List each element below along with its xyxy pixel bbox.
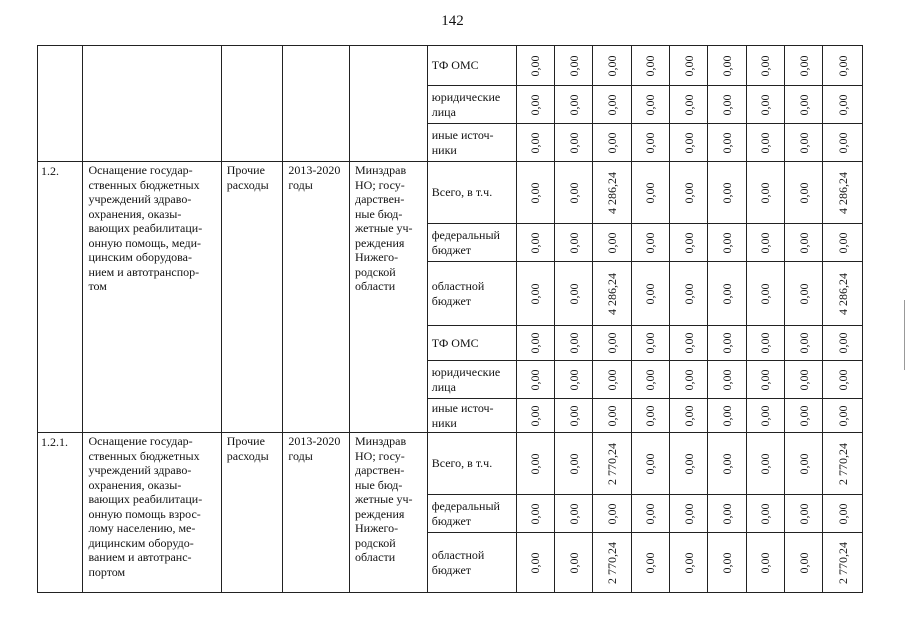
value-cell <box>823 86 863 124</box>
value-cell <box>785 495 823 533</box>
value-cell <box>593 326 631 361</box>
value-cell <box>670 326 708 361</box>
value-text: 0,00 <box>528 503 543 524</box>
value-text: 0,00 <box>796 405 811 426</box>
value-cell <box>708 326 746 361</box>
value-cell <box>823 399 863 433</box>
value-text: 0,00 <box>835 55 850 76</box>
value-text: 0,00 <box>796 283 811 304</box>
table-row <box>38 433 863 495</box>
value-text: 0,00 <box>681 405 696 426</box>
cont-executor-cell <box>350 46 428 162</box>
value-text: 4 286,24 <box>604 171 619 214</box>
value-cell <box>823 361 863 399</box>
value-text: 2 770,24 <box>604 442 619 485</box>
value-text: 0,00 <box>643 369 658 390</box>
page-number: 142 <box>441 13 464 29</box>
source-cell: Всего, в т.ч. <box>427 162 516 224</box>
value-text: 0,00 <box>566 369 581 390</box>
value-text: 0,00 <box>681 55 696 76</box>
value-cell <box>823 162 863 224</box>
value-text: 0,00 <box>566 453 581 474</box>
value-text: 0,00 <box>643 283 658 304</box>
value-cell <box>785 433 823 495</box>
source-cell: федеральный бюджет <box>427 495 516 533</box>
value-text: 0,00 <box>719 369 734 390</box>
value-cell <box>823 224 863 262</box>
value-cell <box>746 326 784 361</box>
value-cell <box>708 162 746 224</box>
value-cell <box>670 495 708 533</box>
value-text: 0,00 <box>528 369 543 390</box>
value-cell <box>593 162 631 224</box>
value-text: 0,00 <box>758 405 773 426</box>
value-cell <box>746 433 784 495</box>
value-text: 0,00 <box>566 94 581 115</box>
value-text: 0,00 <box>604 232 619 253</box>
value-text: 0,00 <box>528 132 543 153</box>
value-cell <box>554 399 592 433</box>
value-cell <box>823 262 863 326</box>
value-cell <box>823 124 863 162</box>
value-text: 0,00 <box>796 94 811 115</box>
value-text: 0,00 <box>796 453 811 474</box>
value-text: 0,00 <box>566 132 581 153</box>
value-text: 0,00 <box>796 132 811 153</box>
value-cell <box>593 262 631 326</box>
value-cell <box>746 162 784 224</box>
table-row <box>38 162 863 224</box>
value-text: 4 286,24 <box>604 272 619 315</box>
value-text: 0,00 <box>528 182 543 203</box>
value-text: 0,00 <box>566 405 581 426</box>
value-text: 0,00 <box>681 94 696 115</box>
value-cell <box>785 361 823 399</box>
value-text: 0,00 <box>528 453 543 474</box>
source-cell: иные источ-ники <box>427 124 516 162</box>
value-text: 0,00 <box>528 94 543 115</box>
value-text: 0,00 <box>643 232 658 253</box>
value-text: 0,00 <box>796 55 811 76</box>
value-text: 0,00 <box>758 55 773 76</box>
value-cell <box>670 533 708 593</box>
value-cell <box>516 326 554 361</box>
executor: Минздрав НО; госу-дарствен-ные бюд-жетные уч-реждения Нижего-родской области <box>350 433 428 593</box>
value-text: 0,00 <box>604 405 619 426</box>
value-text: 0,00 <box>758 232 773 253</box>
expense-type: Прочие расходы <box>221 433 283 593</box>
value-cell <box>631 326 669 361</box>
measure-number: 1.2. <box>38 162 83 433</box>
value-text: 0,00 <box>758 94 773 115</box>
measure-name: Оснащение государ-ственных бюджетных учреждений здраво-охранения, оказы-вающих реабилитаци-онную помощь взрос-лому населению, ме-дицинским оборудо-ванием и автотранс-портом <box>83 433 221 593</box>
value-text: 0,00 <box>719 182 734 203</box>
value-text: 0,00 <box>604 369 619 390</box>
value-text: 0,00 <box>796 503 811 524</box>
value-cell <box>554 162 592 224</box>
value-text: 0,00 <box>643 55 658 76</box>
value-text: 0,00 <box>681 332 696 354</box>
value-cell <box>593 86 631 124</box>
value-cell <box>708 224 746 262</box>
value-cell <box>785 46 823 86</box>
value-cell <box>554 433 592 495</box>
value-cell <box>631 361 669 399</box>
value-text: 0,00 <box>566 332 581 354</box>
value-cell <box>708 86 746 124</box>
expense-type: Прочие расходы <box>221 162 283 433</box>
value-text: 0,00 <box>758 132 773 153</box>
value-cell <box>593 124 631 162</box>
value-cell <box>631 224 669 262</box>
value-text: 0,00 <box>719 453 734 474</box>
value-text: 0,00 <box>566 283 581 304</box>
source-cell: ТФ ОМС <box>427 326 516 361</box>
value-text: 0,00 <box>758 369 773 390</box>
value-cell <box>631 86 669 124</box>
value-cell <box>554 124 592 162</box>
value-text: 2 770,24 <box>835 442 850 485</box>
value-cell <box>631 533 669 593</box>
value-cell <box>631 124 669 162</box>
value-cell <box>516 533 554 593</box>
value-text: 0,00 <box>681 552 696 573</box>
value-text: 0,00 <box>528 332 543 354</box>
value-text: 0,00 <box>566 182 581 203</box>
value-text: 0,00 <box>835 369 850 390</box>
source-cell: областной бюджет <box>427 262 516 326</box>
value-cell <box>631 46 669 86</box>
value-cell <box>554 361 592 399</box>
value-cell <box>631 433 669 495</box>
value-text: 0,00 <box>681 232 696 253</box>
value-cell <box>823 326 863 361</box>
value-cell <box>746 495 784 533</box>
value-text: 4 286,24 <box>835 171 850 214</box>
value-text: 0,00 <box>758 503 773 524</box>
value-cell <box>785 124 823 162</box>
value-text: 0,00 <box>528 55 543 76</box>
cont-years-cell <box>283 46 350 162</box>
source-cell: ТФ ОМС <box>427 46 516 86</box>
value-cell <box>708 262 746 326</box>
measure-name: Оснащение государ-ственных бюджетных учреждений здраво-охранения, оказы-вающих реабилитаци-онную помощь, меди-цинским оборудова-нием и автотранспор-том <box>83 162 221 433</box>
source-cell: юридические лица <box>427 361 516 399</box>
value-text: 0,00 <box>835 232 850 253</box>
value-text: 4 286,24 <box>835 272 850 315</box>
value-text: 0,00 <box>643 332 658 354</box>
value-text: 0,00 <box>643 453 658 474</box>
value-cell <box>670 46 708 86</box>
value-text: 2 770,24 <box>604 541 619 584</box>
value-cell <box>516 262 554 326</box>
period: 2013-2020 годы <box>283 162 350 433</box>
value-text: 0,00 <box>681 369 696 390</box>
value-text: 0,00 <box>758 182 773 203</box>
value-cell <box>746 361 784 399</box>
value-text: 0,00 <box>681 182 696 203</box>
value-cell <box>516 46 554 86</box>
value-text: 0,00 <box>566 503 581 524</box>
executor: Минздрав НО; госу-дарствен-ные бюд-жетные уч-реждения Нижего-родской области <box>350 162 428 433</box>
value-text: 0,00 <box>758 453 773 474</box>
value-cell <box>746 124 784 162</box>
value-text: 0,00 <box>796 182 811 203</box>
value-cell <box>708 361 746 399</box>
value-text: 0,00 <box>719 503 734 524</box>
value-cell <box>670 399 708 433</box>
value-cell <box>670 262 708 326</box>
value-cell <box>823 433 863 495</box>
value-text: 0,00 <box>566 55 581 76</box>
value-cell <box>554 224 592 262</box>
value-cell <box>708 533 746 593</box>
value-text: 0,00 <box>604 132 619 153</box>
value-cell <box>823 533 863 593</box>
value-text: 0,00 <box>566 552 581 573</box>
value-text: 0,00 <box>719 552 734 573</box>
value-cell <box>593 361 631 399</box>
value-text: 0,00 <box>604 55 619 76</box>
value-cell <box>593 399 631 433</box>
value-cell <box>746 399 784 433</box>
value-text: 0,00 <box>758 552 773 573</box>
value-text: 0,00 <box>643 405 658 426</box>
value-cell <box>670 433 708 495</box>
value-text: 0,00 <box>758 283 773 304</box>
value-cell <box>785 162 823 224</box>
value-cell <box>823 495 863 533</box>
value-cell <box>516 162 554 224</box>
value-text: 0,00 <box>835 94 850 115</box>
value-cell <box>746 46 784 86</box>
cont-type-cell <box>221 46 283 162</box>
value-text: 0,00 <box>528 232 543 253</box>
source-cell: иные источ-ники <box>427 399 516 433</box>
value-text: 0,00 <box>643 132 658 153</box>
source-cell: юридические лица <box>427 86 516 124</box>
value-cell <box>708 46 746 86</box>
value-text: 2 770,24 <box>835 541 850 584</box>
measure-number: 1.2.1. <box>38 433 83 593</box>
value-text: 0,00 <box>758 332 773 354</box>
value-cell <box>593 433 631 495</box>
value-text: 0,00 <box>719 94 734 115</box>
value-cell <box>516 86 554 124</box>
value-cell <box>554 495 592 533</box>
value-text: 0,00 <box>681 132 696 153</box>
value-cell <box>631 399 669 433</box>
value-cell <box>516 124 554 162</box>
value-cell <box>670 224 708 262</box>
value-text: 0,00 <box>604 332 619 354</box>
value-text: 0,00 <box>566 232 581 253</box>
value-cell <box>708 495 746 533</box>
value-text: 0,00 <box>719 332 734 354</box>
value-text: 0,00 <box>719 232 734 253</box>
value-cell <box>746 86 784 124</box>
value-cell <box>631 162 669 224</box>
value-text: 0,00 <box>796 369 811 390</box>
value-text: 0,00 <box>528 405 543 426</box>
value-text: 0,00 <box>719 55 734 76</box>
value-text: 0,00 <box>681 283 696 304</box>
value-text: 0,00 <box>835 503 850 524</box>
value-cell <box>746 224 784 262</box>
value-cell <box>631 262 669 326</box>
value-cell <box>631 495 669 533</box>
value-text: 0,00 <box>719 283 734 304</box>
value-text: 0,00 <box>528 283 543 304</box>
value-cell <box>785 399 823 433</box>
value-cell <box>516 224 554 262</box>
value-cell <box>593 46 631 86</box>
value-text: 0,00 <box>796 332 811 354</box>
source-cell: федеральный бюджет <box>427 224 516 262</box>
value-text: 0,00 <box>835 332 850 354</box>
value-text: 0,00 <box>604 503 619 524</box>
value-text: 0,00 <box>719 405 734 426</box>
value-cell <box>554 262 592 326</box>
value-text: 0,00 <box>835 132 850 153</box>
value-cell <box>670 124 708 162</box>
value-text: 0,00 <box>835 405 850 426</box>
value-cell <box>708 399 746 433</box>
value-cell <box>746 262 784 326</box>
value-text: 0,00 <box>719 132 734 153</box>
source-cell: Всего, в т.ч. <box>427 433 516 495</box>
value-cell <box>785 326 823 361</box>
value-cell <box>746 533 784 593</box>
value-cell <box>670 162 708 224</box>
value-cell <box>593 533 631 593</box>
value-text: 0,00 <box>796 552 811 573</box>
value-cell <box>554 533 592 593</box>
value-cell <box>593 495 631 533</box>
value-text: 0,00 <box>604 94 619 115</box>
value-cell <box>516 433 554 495</box>
value-cell <box>708 124 746 162</box>
value-text: 0,00 <box>796 232 811 253</box>
value-cell <box>593 224 631 262</box>
value-cell <box>670 361 708 399</box>
value-text: 0,00 <box>643 94 658 115</box>
value-cell <box>516 399 554 433</box>
source-cell: областной бюджет <box>427 533 516 593</box>
value-text: 0,00 <box>681 453 696 474</box>
cont-name-cell <box>83 46 221 162</box>
value-cell <box>785 533 823 593</box>
period: 2013-2020 годы <box>283 433 350 593</box>
value-cell <box>708 433 746 495</box>
financing-table <box>37 45 863 593</box>
value-cell <box>785 262 823 326</box>
value-cell <box>516 361 554 399</box>
value-text: 0,00 <box>643 552 658 573</box>
value-text: 0,00 <box>643 182 658 203</box>
value-cell <box>785 224 823 262</box>
value-text: 0,00 <box>528 552 543 573</box>
value-cell <box>554 86 592 124</box>
cont-num-cell <box>38 46 83 162</box>
value-cell <box>554 326 592 361</box>
value-text: 0,00 <box>643 503 658 524</box>
value-cell <box>785 86 823 124</box>
value-cell <box>554 46 592 86</box>
value-cell <box>823 46 863 86</box>
table-row <box>38 46 863 86</box>
value-text: 0,00 <box>681 503 696 524</box>
value-cell <box>670 86 708 124</box>
value-cell <box>516 495 554 533</box>
